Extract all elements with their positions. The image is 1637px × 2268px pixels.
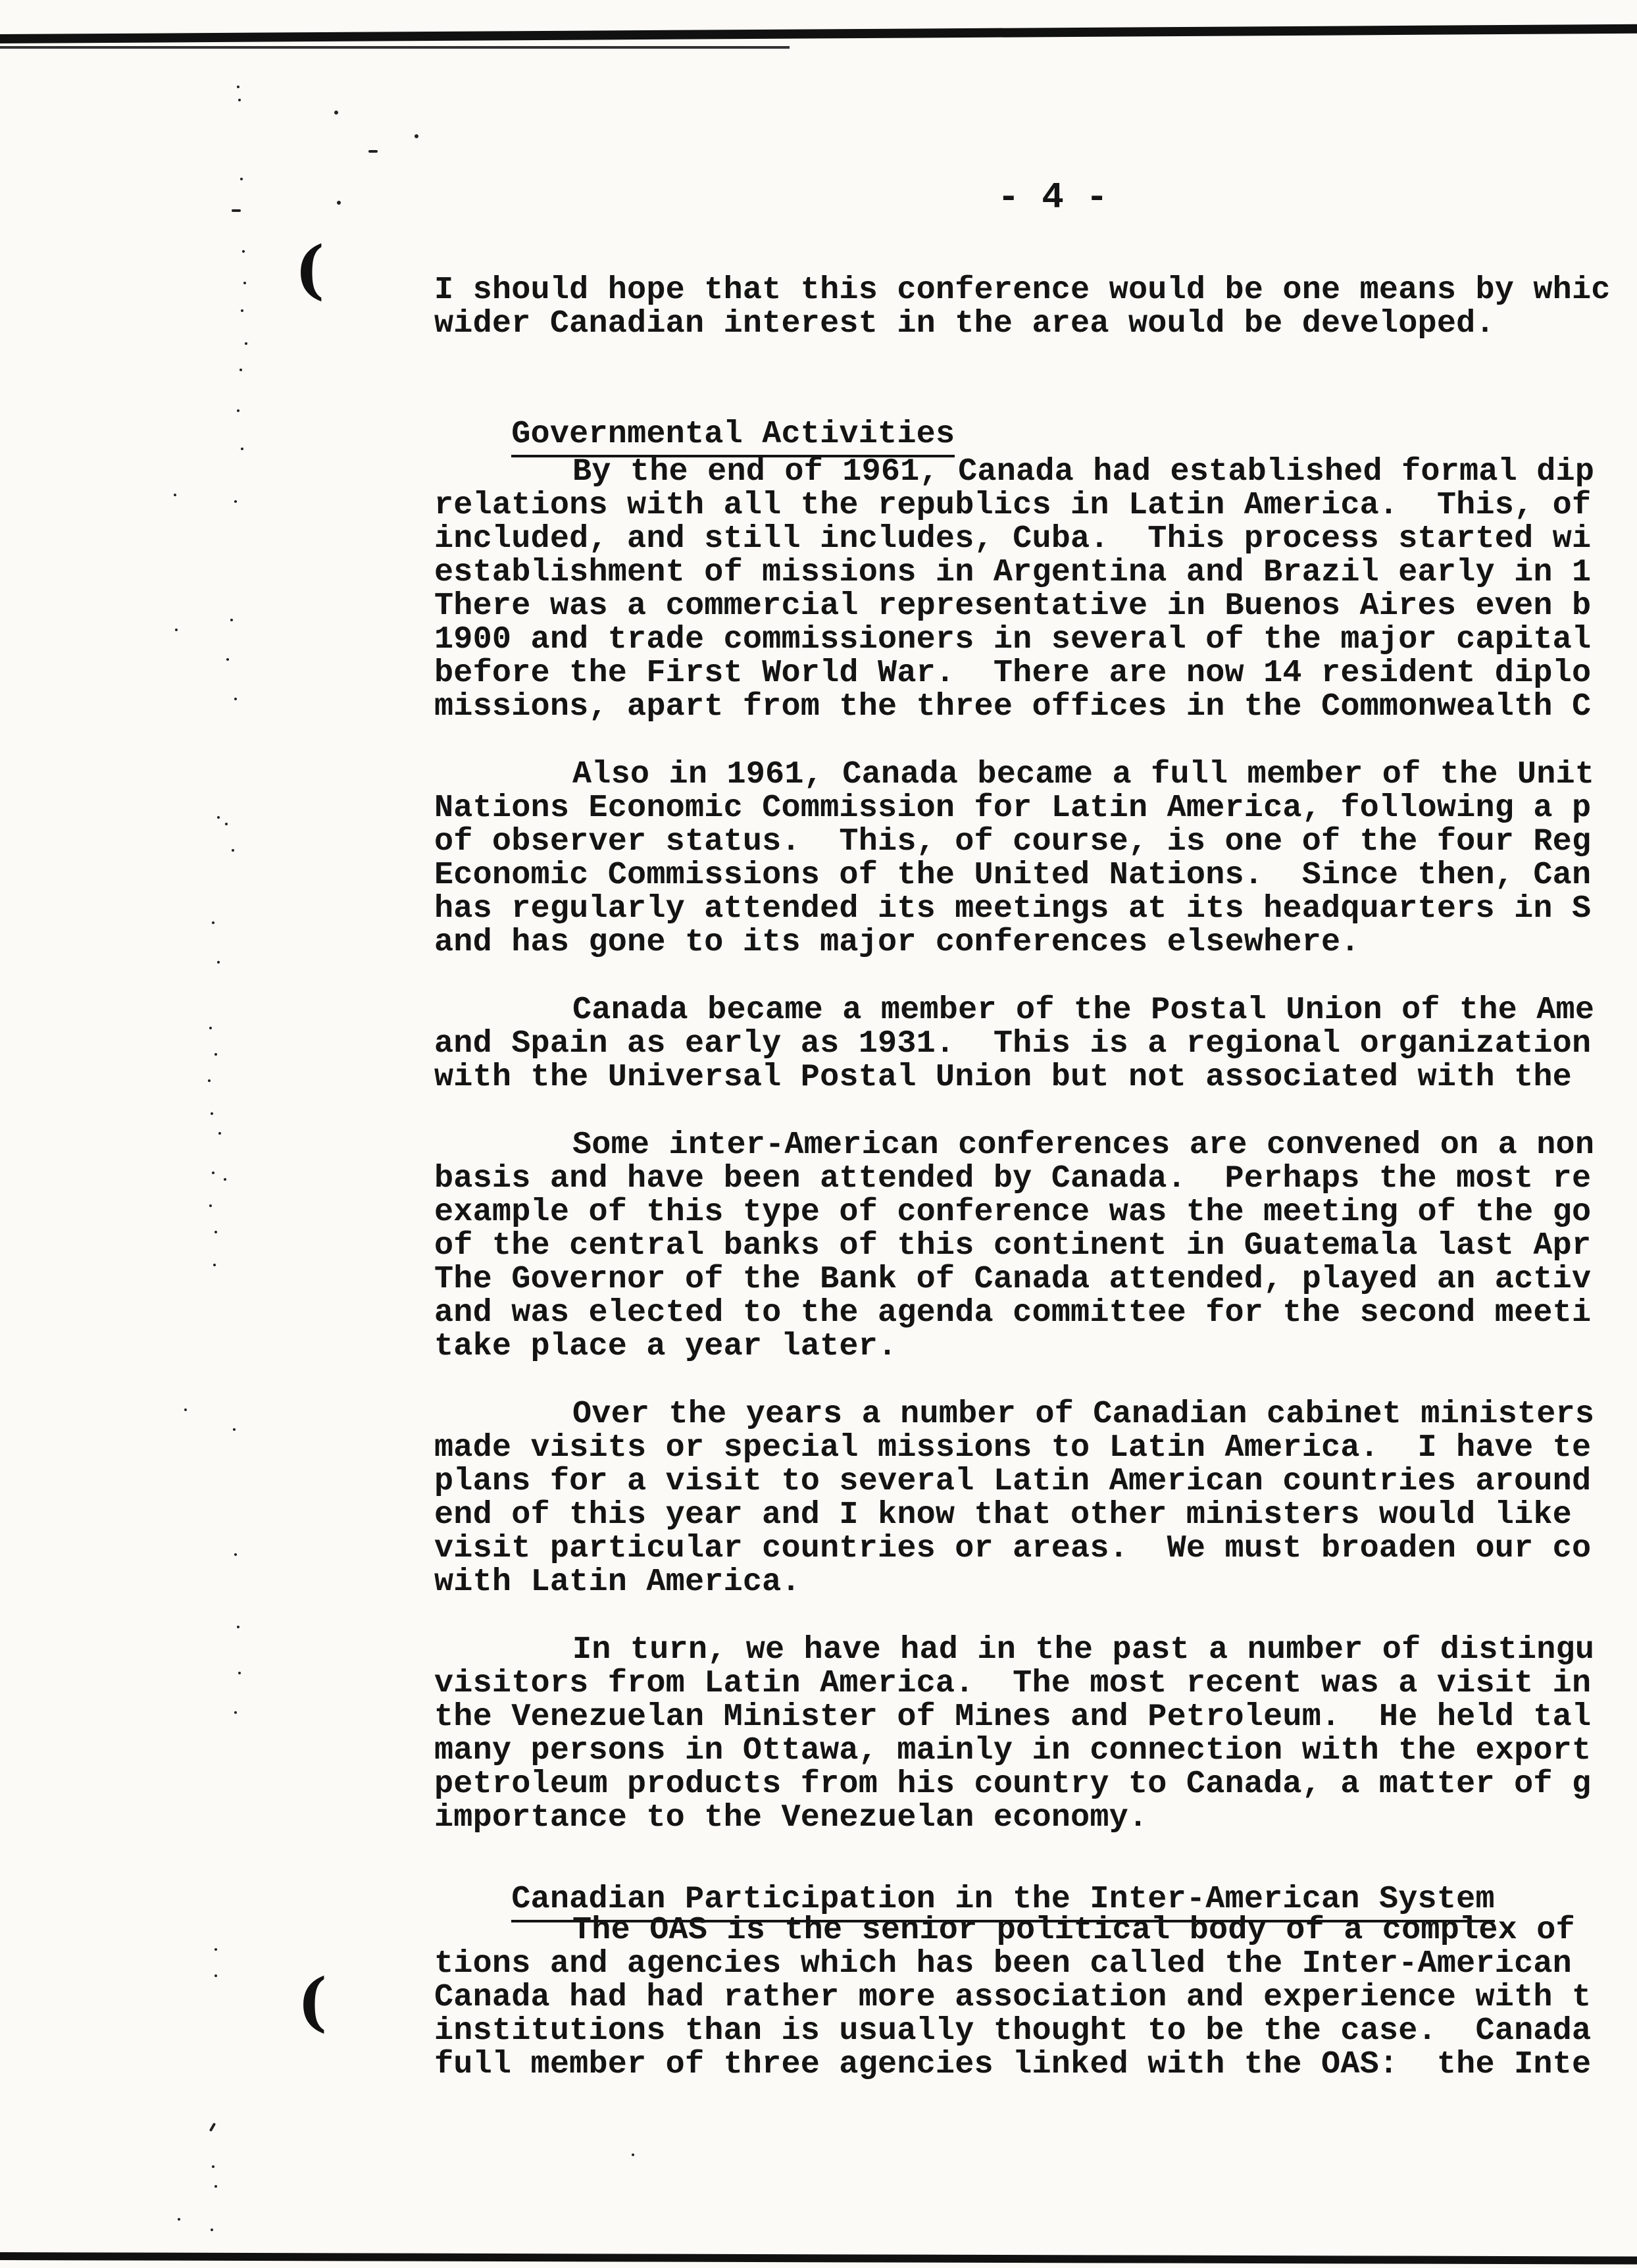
text-line: Over the years a number of Canadian cabinet ministers xyxy=(572,1396,1595,1432)
text-line: included, and still includes, Cuba. This process started wi xyxy=(434,521,1592,557)
text-line: has regularly attended its meetings at its headquarters in S xyxy=(434,890,1592,927)
paragraph-oas xyxy=(434,1913,1637,2081)
text-line: before the First World War. There are now 14 resident diplo xyxy=(434,655,1592,691)
text-line: basis and have been attended by Canada. Perhaps the most re xyxy=(434,1160,1592,1197)
intro-paragraph xyxy=(434,273,1637,340)
paragraph-eclac xyxy=(434,758,1637,959)
text-line: example of this type of conference was the meeting of the go xyxy=(434,1194,1592,1230)
text-line: with the Universal Postal Union but not associated with the xyxy=(434,1059,1572,1095)
text-line: importance to the Venezuelan economy. xyxy=(434,1799,1148,1836)
document-body xyxy=(434,273,1637,2115)
text-line: tions and agencies which has been called the Inter-American xyxy=(434,1946,1572,1982)
text-line: visitors from Latin America. The most recent was a visit in xyxy=(434,1665,1592,1701)
margin-bracket-top: ( xyxy=(295,232,325,307)
text-line: By the end of 1961, Canada had established formal dip xyxy=(572,453,1595,490)
text-line: of the central banks of this continent in Guatemala last Apr xyxy=(434,1227,1592,1264)
margin-bracket-bottom: ( xyxy=(297,1965,328,2039)
text-line: made visits or special missions to Latin America. I have te xyxy=(434,1430,1592,1466)
section-heading-text: Governmental Activities xyxy=(511,417,955,457)
text-line: The OAS is the senior political body of a complex of xyxy=(572,1912,1575,1948)
paragraph-visitors xyxy=(434,1633,1637,1834)
text-line: Economic Commissions of the United Nations. Since then, Can xyxy=(434,857,1592,893)
section-heading-participation xyxy=(434,1849,1637,1917)
text-line: and was elected to the agenda committee for the second meeti xyxy=(434,1295,1592,1331)
text-line: and has gone to its major conferences elsewhere. xyxy=(434,924,1360,960)
text-line: institutions than is usually thought to be the case. Canada xyxy=(434,2013,1592,2049)
text-line: Nations Economic Commission for Latin America, following a p xyxy=(434,790,1592,826)
text-line: the Venezuelan Minister of Mines and Petroleum. He held tal xyxy=(434,1699,1592,1735)
text-line: and Spain as early as 1931. This is a regional organization xyxy=(434,1025,1592,1062)
text-line: plans for a visit to several Latin American countries around xyxy=(434,1463,1592,1499)
text-line: 1900 and trade commissioners in several of the major capital xyxy=(434,621,1592,657)
left-margin-specks xyxy=(0,0,276,2268)
text-line: Also in 1961, Canada became a full member of the Unit xyxy=(572,756,1595,792)
paragraph-diplomatic-relations xyxy=(434,455,1637,723)
paragraph-postal-union xyxy=(434,993,1637,1094)
text-line: full member of three agencies linked with the OAS: the Inte xyxy=(434,2046,1592,2082)
text-line: petroleum products from his country to Canada, a matter of g xyxy=(434,1766,1592,1802)
paragraph-ministers xyxy=(434,1397,1637,1599)
text-line: There was a commercial representative in Buenos Aires even b xyxy=(434,588,1592,624)
paragraph-conferences xyxy=(434,1128,1637,1363)
text-line: many persons in Ottawa, mainly in connection with the export xyxy=(434,1732,1592,1768)
text-line: The Governor of the Bank of Canada attended, played an activ xyxy=(434,1261,1592,1297)
text-line: Some inter-American conferences are convened on a non xyxy=(572,1127,1595,1163)
text-line: wider Canadian interest in the area would be developed. xyxy=(434,305,1495,342)
text-line: of observer status. This, of course, is one of the four Reg xyxy=(434,823,1592,860)
text-line: with Latin America. xyxy=(434,1564,801,1600)
section-heading-text: Canadian Participation in the Inter-American System xyxy=(511,1882,1495,1922)
text-line: missions, apart from the three offices in the Commonwealth C xyxy=(434,688,1592,725)
text-line: visit particular countries or areas. We must broaden our co xyxy=(434,1530,1592,1566)
text-line: I should hope that this conference would be one means by whic xyxy=(434,273,1611,308)
section-heading-governmental xyxy=(434,384,1637,452)
text-line: Canada had had rather more association and experience with t xyxy=(434,1979,1592,2015)
text-line: Canada became a member of the Postal Union of the Ame xyxy=(572,992,1595,1028)
text-line: end of this year and I know that other ministers would like xyxy=(434,1497,1572,1533)
text-line: take place a year later. xyxy=(434,1328,897,1364)
text-line: relations with all the republics in Latin America. This, of xyxy=(434,487,1592,523)
text-line: In turn, we have had in the past a number of distingu xyxy=(572,1632,1595,1668)
text-line: establishment of missions in Argentina and Brazil early in 1 xyxy=(434,554,1592,590)
page-number: - 4 - xyxy=(997,176,1109,219)
